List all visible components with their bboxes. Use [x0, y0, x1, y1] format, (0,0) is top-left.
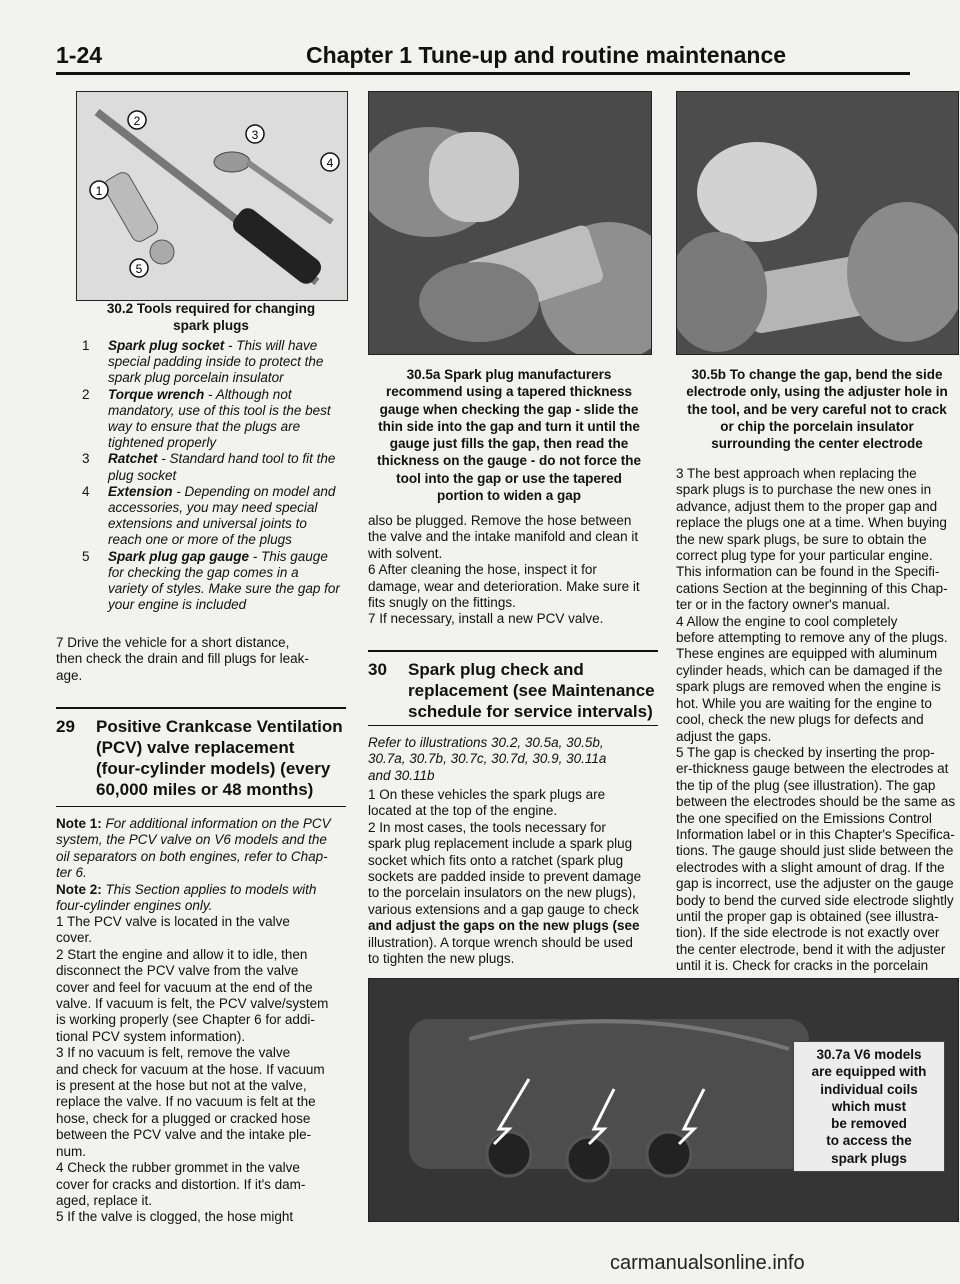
figure-30-7a-caption	[793, 1041, 945, 1172]
figure-30-5b-photo	[676, 91, 959, 355]
callout-3-label: 3	[251, 128, 259, 142]
text-line: system, the PCV valve on V6 models and the	[56, 832, 327, 848]
note-label: Note 1:	[56, 816, 102, 831]
callout-2	[128, 111, 146, 129]
callout-5	[130, 259, 148, 277]
tool-desc: variety of styles. Make sure the gap for	[108, 581, 340, 597]
tool-item-1	[82, 338, 352, 387]
text-line: cover.	[56, 930, 93, 946]
text-line: 3 If no vacuum is felt, remove the valve	[56, 1045, 291, 1061]
heading-line: replacement (see Maintenance	[408, 681, 655, 700]
text-line: and adjust the gaps on the new plugs (see	[368, 918, 640, 934]
tool-num: 1	[82, 338, 90, 353]
col1-step7	[56, 635, 346, 684]
text-line: 5 The gap is checked by inserting the prop-	[676, 744, 935, 760]
tool-desc: - Standard hand tool to fit the	[157, 451, 336, 467]
tool-num: 2	[82, 386, 90, 402]
bend-electrode-photo	[677, 92, 958, 354]
caption-line: recommend using a tapered thickness	[385, 384, 633, 400]
callout-4-label: 4	[326, 156, 334, 170]
watermark: carmanualsonline.info	[610, 1252, 805, 1274]
text-line: cations Section at the beginning of this Chap-	[676, 580, 948, 596]
caption-line: individual coils	[820, 1081, 918, 1097]
section-number: 30	[368, 660, 387, 679]
caption-line: 30.5b To change the gap, bend the side	[691, 367, 943, 382]
text-line: replace the plugs one at a time. When buying	[676, 515, 947, 531]
text-line: electrodes with a slight amount of drag. If the	[676, 859, 945, 875]
caption-line: 30.5a Spark plug manufacturers	[406, 367, 612, 382]
caption-line: to access the	[826, 1133, 912, 1149]
text-line: tion). If the side electrode is not exactly over	[676, 925, 940, 941]
section-number: 29	[56, 717, 75, 736]
page-number: 1-24	[56, 42, 103, 68]
text-line: the one specified on the Emissions Control	[676, 810, 932, 826]
tools-illustration	[77, 92, 347, 300]
caption-line: or chip the porcelain insulator	[720, 418, 914, 434]
tool-name: Spark plug socket	[108, 338, 225, 353]
text-line: oil separators on both engines, refer to Chap-	[56, 848, 328, 864]
text-line: correct plug type for your particular engine.	[676, 548, 933, 564]
figure-30-5b-caption	[672, 366, 960, 452]
caption-line: spark plugs	[831, 1150, 907, 1166]
callout-1-label: 1	[95, 184, 103, 198]
caption-line: 30.7a V6 models	[816, 1047, 922, 1062]
section-30-rule	[368, 650, 658, 652]
text-line: socket which fits onto a ratchet (spark plug	[368, 852, 624, 868]
section-29-heading	[56, 716, 346, 800]
col3-body	[676, 466, 958, 975]
callout-3	[246, 125, 264, 143]
figure-30-5a-caption	[364, 366, 654, 504]
caption-line: spark plugs	[173, 318, 249, 334]
tool-desc: way to ensure that the plugs are	[108, 419, 301, 435]
text-line: valve. If vacuum is felt, the PCV valve/system	[56, 996, 329, 1012]
text-line: spark plugs is to purchase the new ones in	[676, 482, 932, 498]
text-line: is present at the hose but not at the valve,	[56, 1078, 307, 1094]
text-line: between the electrodes should be the same as	[676, 794, 956, 810]
text-line: Information label or in this Chapter's Specifica-	[676, 826, 955, 842]
figure-30-2-caption	[76, 300, 346, 335]
text-line: hose, check for a plugged or cracked hose	[56, 1110, 311, 1126]
text-line: This Section applies to models with	[105, 881, 317, 897]
text-line: adjust the gaps.	[676, 728, 772, 744]
note-1	[56, 816, 346, 914]
text-line: aged, replace it.	[56, 1192, 153, 1208]
heading-line: Spark plug check and	[408, 660, 584, 679]
text-line: 7 If necessary, install a new PCV valve.	[368, 611, 604, 627]
text-line: until it is. Check for cracks in the porcelain	[676, 958, 929, 974]
figure-30-2-photo	[76, 91, 348, 301]
section-30-rule-bottom	[368, 725, 658, 726]
callout-2-label: 2	[133, 114, 141, 128]
text-line: age.	[56, 667, 83, 683]
text-line: 2 In most cases, the tools necessary for	[368, 819, 606, 835]
tool-desc: extensions and universal joints to	[108, 516, 307, 532]
text-line: cylinder heads, which can be damaged if the	[676, 662, 943, 678]
caption-line: portion to widen a gap	[437, 488, 581, 504]
caption-line: 30.2 Tools required for changing	[106, 301, 316, 316]
text-line: between the PCV valve and the intake ple-	[56, 1127, 312, 1143]
text-line: spark plugs are removed when the engine is	[676, 679, 941, 695]
tool-num: 3	[82, 451, 90, 467]
text-line: This information can be found in the Specifi-	[676, 564, 940, 580]
text-line: ter or in the factory owner's manual.	[676, 597, 891, 613]
heading-line: Positive Crankcase Ventilation	[96, 717, 343, 736]
text-line: 1 The PCV valve is located in the valve	[56, 914, 290, 929]
figure-30-5a-photo	[368, 91, 652, 355]
text-line: to the porcelain insulators on the new plugs),	[368, 885, 636, 901]
text-line: located at the top of the engine.	[368, 803, 558, 819]
text-line: body to bend the curved side electrode slightly	[676, 892, 954, 908]
tool-desc: - Depending on model and	[172, 483, 336, 499]
note-label: Note 2:	[56, 881, 102, 897]
text-line: disconnect the PCV valve from the valve	[56, 963, 299, 979]
text-line: 5 If the valve is clogged, the hose might	[56, 1209, 294, 1225]
caption-line: gauge when checking the gap - slide the	[379, 401, 639, 417]
tool-item-4	[82, 484, 352, 549]
tool-desc: - This gauge	[249, 548, 328, 564]
text-line: These engines are equipped with aluminum	[676, 646, 938, 662]
tool-desc: tightened properly	[108, 435, 217, 451]
tool-num: 5	[82, 548, 90, 564]
tool-desc: plug socket	[108, 467, 177, 483]
text-line: cover for cracks and distortion. If it's dam-	[56, 1176, 306, 1192]
text-line: cool, check the new plugs for defects and	[676, 712, 924, 728]
caption-line: the tool, and be very careful not to crack	[687, 401, 947, 417]
section-29-rule-bottom	[56, 806, 346, 807]
text-line: 30.7a, 30.7b, 30.7c, 30.7d, 30.9, 30.11a	[368, 751, 607, 767]
text-line: also be plugged. Remove the hose between	[368, 513, 632, 528]
text-line: before attempting to remove any of the plugs.	[676, 630, 948, 646]
text-line: advance, adjust them to the proper gap and	[676, 498, 938, 514]
tool-item-2	[82, 387, 352, 452]
text-line: the center electrode, bend it with the adjuster	[676, 941, 946, 957]
text-line: ter 6.	[56, 865, 87, 881]
heading-line: (four-cylinder models) (every	[96, 759, 331, 778]
text-line: 4 Check the rubber grommet in the valve	[56, 1160, 300, 1176]
caption-line: be removed	[831, 1116, 907, 1132]
tool-desc: your engine is included	[108, 597, 247, 613]
text-line: until the proper gap is obtained (see illustra-	[676, 908, 939, 924]
text-line: 2 Start the engine and allow it to idle, then	[56, 946, 308, 962]
tool-desc: accessories, you may need special	[108, 500, 318, 516]
text-line: hot. While you are waiting for the engine to	[676, 695, 932, 711]
text-line: to tighten the new plugs.	[368, 951, 515, 967]
caption-line: thickness on the gauge - do not force the	[376, 453, 642, 469]
callout-5-label: 5	[135, 262, 143, 276]
tool-desc: - Although not	[204, 386, 292, 402]
text-line: er-thickness gauge between the electrodes at	[676, 761, 949, 777]
col2-body	[368, 787, 658, 967]
caption-line: gauge just fills the gap, then read the	[389, 436, 629, 452]
col2-refer	[368, 735, 658, 784]
text-line: 3 The best approach when replacing the	[676, 466, 917, 481]
text-line: and check for vacuum at the hose. If vacuum	[56, 1061, 325, 1077]
text-line: 6 After cleaning the hose, inspect it for	[368, 562, 597, 578]
tool-num: 4	[82, 483, 90, 499]
text-line: the tip of the plug (see illustration). The gap	[676, 777, 936, 793]
text-line: gap is incorrect, use the adjuster on the gauge	[676, 876, 954, 892]
text-line: illustration). A torque wrench should be used	[368, 934, 633, 950]
caption-line: which must	[831, 1098, 907, 1114]
caption-line: electrode only, using the adjuster hole in	[686, 384, 948, 400]
heading-line: schedule for service intervals)	[408, 702, 653, 721]
text-line: replace the valve. If no vacuum is felt at the	[56, 1094, 316, 1110]
tool-desc: spark plug porcelain insulator	[108, 370, 284, 386]
text-line: tions. The gauge should just slide between the	[676, 843, 954, 859]
tool-desc: for checking the gap comes in a	[108, 564, 299, 580]
text-line: 4 Allow the engine to cool completely	[676, 613, 898, 629]
text-line: is working properly (see Chapter 6 for addi-	[56, 1012, 315, 1028]
text-line: Refer to illustrations 30.2, 30.5a, 30.5b,	[368, 735, 604, 750]
tool-name: Extension	[108, 483, 173, 499]
text-line: num.	[56, 1143, 87, 1159]
col1-body	[56, 914, 346, 1226]
caption-line: surrounding the center electrode	[711, 436, 923, 452]
tool-name: Ratchet	[108, 451, 158, 467]
header-rule	[56, 72, 910, 75]
tool-name: Torque wrench	[108, 386, 205, 402]
text-line: the valve and the intake manifold and clean it	[368, 529, 639, 545]
callout-1	[90, 181, 108, 199]
tool-list	[82, 338, 352, 613]
text-line: fits snugly on the fittings.	[368, 595, 516, 611]
section-30-heading	[368, 659, 658, 722]
col2-top	[368, 513, 658, 628]
text-line: then check the drain and fill plugs for leak-	[56, 651, 309, 667]
heading-line: 60,000 miles or 48 months)	[96, 780, 314, 799]
heading-line: (PCV) valve replacement	[96, 738, 295, 757]
callout-4	[321, 153, 339, 171]
caption-line: tool into the gap or use the tapered	[396, 470, 622, 486]
caption-line: thin side into the gap and turn it until the	[378, 418, 640, 434]
text-line: the new spark plugs, be sure to obtain the	[676, 531, 927, 547]
text-line: various extensions and a gap gauge to check	[368, 901, 639, 917]
caption-line: are equipped with	[811, 1064, 927, 1080]
text-line: spark plug replacement include a spark plug	[368, 836, 633, 852]
text-line: damage, wear and deterioration. Make sure it	[368, 578, 640, 594]
text-line: sockets are padded inside to prevent damage	[368, 869, 642, 885]
tool-desc: special padding inside to protect the	[108, 354, 324, 370]
text-line: 7 Drive the vehicle for a short distance,	[56, 635, 290, 650]
text-line: four-cylinder engines only.	[56, 898, 213, 914]
text-line: and 30.11b	[368, 767, 435, 783]
section-29-rule	[56, 707, 346, 709]
tool-desc: mandatory, use of this tool is the best	[108, 402, 331, 418]
gap-gauge-photo	[369, 92, 651, 354]
text-line: 1 On these vehicles the spark plugs are	[368, 787, 606, 802]
tool-item-5	[82, 549, 352, 614]
text-line: For additional information on the PCV	[105, 816, 331, 831]
text-line: with solvent.	[368, 545, 443, 561]
tool-item-3	[82, 451, 352, 483]
text-line: cover and feel for vacuum at the end of the	[56, 979, 313, 995]
tool-desc: reach one or more of the plugs	[108, 532, 292, 548]
text-line: tional PCV system information).	[56, 1028, 246, 1044]
chapter-title: Chapter 1 Tune-up and routine maintenance	[306, 42, 787, 68]
tool-name: Spark plug gap gauge	[108, 548, 250, 564]
tool-desc: - This will have	[224, 338, 318, 353]
